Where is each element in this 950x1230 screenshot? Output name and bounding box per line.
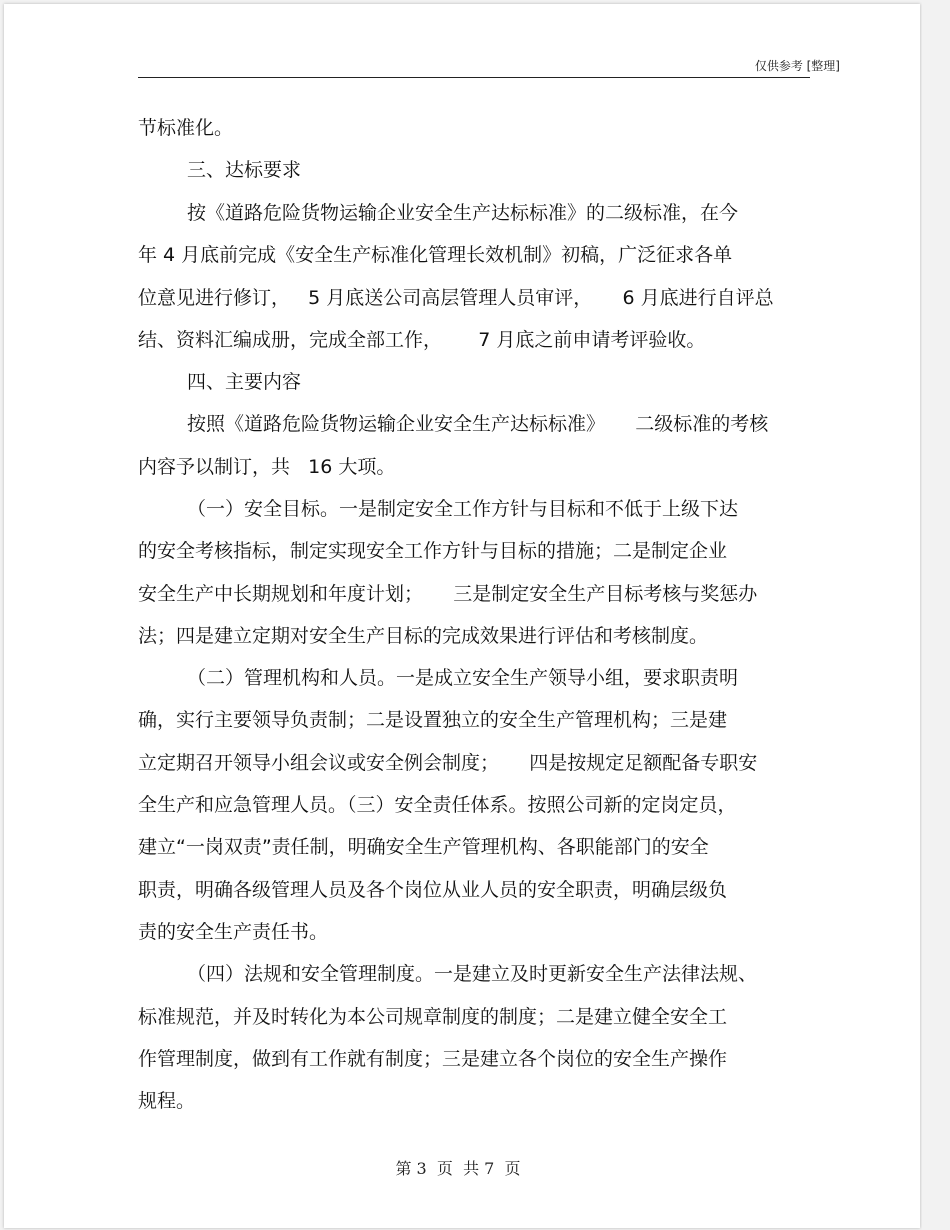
section-heading: 四、主要内容 bbox=[187, 371, 302, 393]
body-line: 结、资料汇编成册，完成全部工作， 7 月底之前申请考评验收。 bbox=[138, 329, 706, 351]
page-number-footer: 第 3 页 共 7 页 bbox=[395, 1159, 521, 1178]
section-heading: 三、达标要求 bbox=[187, 159, 302, 181]
header-rule bbox=[138, 77, 810, 78]
body-line: 安全生产中长期规划和年度计划； 三是制定安全生产目标考核与奖惩办 bbox=[138, 583, 758, 605]
viewer-margin bbox=[922, 0, 950, 1230]
body-line: 节标准化。 bbox=[138, 117, 234, 139]
body-line: 按《道路危险货物运输企业安全生产达标标准》的二级标准，在今 bbox=[187, 202, 739, 224]
body-line: 法；四是建立定期对安全生产目标的完成效果进行评估和考核制度。 bbox=[138, 625, 709, 647]
body-line: （二）管理机构和人员。一是成立安全生产领导小组，要求职责明 bbox=[187, 667, 739, 689]
body-line: 内容予以制订，共 16 大项。 bbox=[138, 456, 396, 478]
body-line: 建立“一岗双责”责任制，明确安全生产管理机构、各职能部门的安全 bbox=[138, 836, 709, 858]
document-page bbox=[4, 4, 920, 1228]
body-line: 责的安全生产责任书。 bbox=[138, 921, 329, 943]
body-line: 确，实行主要领导负责制；二是设置独立的安全生产管理机构；三是建 bbox=[138, 709, 728, 731]
body-line: 按照《道路危险货物运输企业安全生产达标标准》 二级标准的考核 bbox=[187, 413, 769, 435]
body-line: （四）法规和安全管理制度。一是建立及时更新安全生产法律法规、 bbox=[187, 963, 758, 985]
body-line: 的安全考核指标，制定实现安全工作方针与目标的措施；二是制定企业 bbox=[138, 540, 728, 562]
body-line: 立定期召开领导小组会议或安全例会制度； 四是按规定足额配备专职安 bbox=[138, 752, 758, 774]
body-line: （一）安全目标。一是制定安全工作方针与目标和不低于上级下达 bbox=[187, 498, 739, 520]
body-line: 年 4 月底前完成《安全生产标准化管理长效机制》初稿，广泛征求各单 bbox=[138, 244, 733, 266]
body-line: 作管理制度，做到有工作就有制度；三是建立各个岗位的安全生产操作 bbox=[138, 1048, 728, 1070]
body-line: 标准规范，并及时转化为本公司规章制度的制度；二是建立健全安全工 bbox=[138, 1006, 728, 1028]
body-line: 位意见进行修订， 5 月底送公司高层管理人员审评， 6 月底进行自评总 bbox=[138, 287, 774, 309]
header-note: 仅供参考 [整理] bbox=[754, 59, 840, 73]
body-line: 全生产和应急管理人员。（三）安全责任体系。按照公司新的定岗定员， bbox=[138, 794, 737, 816]
body-line: 职责，明确各级管理人员及各个岗位从业人员的安全职责，明确层级负 bbox=[138, 879, 728, 901]
body-line: 规程。 bbox=[138, 1090, 196, 1112]
